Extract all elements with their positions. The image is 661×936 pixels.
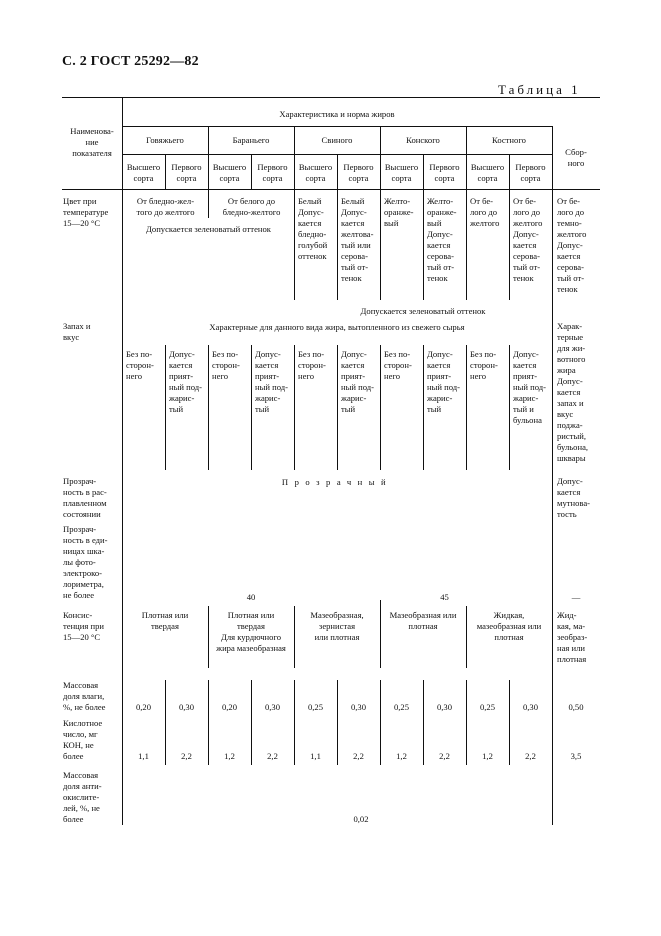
moisture-value: 0,25 [307,702,324,712]
name-column-header: Наименова- ние показателя [70,126,114,158]
smell-bone-high: Без по- сторон- него [470,349,498,381]
color-pork-high: Белый Допус- кается бледно- голубой оттенок [298,196,328,261]
moisture-value: 0,25 [479,702,496,712]
consistency-beef: Плотная или твердая [141,610,189,631]
grade-high-header: Высшего сорта [384,162,419,183]
photo-value-1: 40 [246,592,256,602]
smell-mutton-first: Допус- кается прият- ный под- жарис- тый [255,349,289,414]
smell-beef-first: Допус- кается прият- ный под- жарис- тый [169,349,203,414]
consistency-mutton: Плотная или твердая Для курдючного жира мазеобразная [216,610,286,653]
color-green-note-2: Допускается зеленоватый оттенок [360,306,486,316]
antioxidant-value: 0,02 [353,814,369,824]
group-header: Характеристика и норма жиров [279,109,395,119]
color-pork-first: Белый Допус- кается желтова- тый или серова- тый от- тенок [341,196,374,283]
color-assorted: От бе- лого до темно- желтого Допус- кается серова- тый от- тенок [557,196,587,294]
page-header: С. 2 ГОСТ 25292—82 [62,54,199,69]
row-antioxidant-name: Массовая доля анти- окислите- лей, %, не более [63,770,102,824]
grade-first-header: Первого сорта [257,162,288,183]
row-transparency-name: Прозрач- ность в рас- плавленном состоянии [63,476,107,519]
moisture-value: 0,30 [264,702,281,712]
smell-pork-first: Допус- кается прият- ный под- жарис- тый [341,349,375,414]
color-green-note-1: Допускается зеленоватый оттенок [146,224,271,234]
row-color-name: Цвет при температуре 15—20 °С [63,196,109,228]
fat-horse-header: Конского [406,135,440,145]
color-bone-high: От бе- лого до желтого [470,196,500,228]
fat-bone-header: Костного [492,135,526,145]
acid-value: 1,1 [138,751,149,761]
consistency-pork: Мазеобразная, зернистая или плотная [310,610,364,642]
moisture-value: 0,30 [350,702,367,712]
grade-first-header: Первого сорта [171,162,202,183]
acid-value: 1,2 [224,751,235,761]
grade-high-header: Высшего сорта [470,162,505,183]
color-horse-high: Желто- оранже- вый [384,196,414,228]
fat-pork-header: Свиного [321,135,353,145]
transparency-assorted: Допус- кается мутнова- тость [557,476,591,519]
smell-pork-high: Без по- сторон- него [298,349,326,381]
fat-mutton-header: Бараньего [232,135,270,145]
grade-high-header: Высшего сорта [212,162,247,183]
grade-first-header: Первого сорта [343,162,374,183]
color-mutton: От белого до бледно-желтого [222,196,281,217]
color-bone-first: От бе- лого до желтого Допус- кается серова- тый от- тенок [513,196,543,283]
transparency-value: Прозрачный [281,477,393,487]
acid-value: 2,2 [439,751,450,761]
row-acid-name: Кислотное число, мг КОН, не более [63,718,103,761]
row-moisture-name: Массовая доля влаги, %, не более [63,680,106,712]
moisture-value: 0,20 [221,702,238,712]
consistency-assorted: Жид- кая, ма- зеобраз- ная или плотная [557,610,588,664]
color-beef: От бледно-жел- того до желтого [136,196,195,217]
table-label: Таблица 1 [498,82,581,97]
moisture-value: 0,30 [522,702,539,712]
grade-high-header: Высшего сорта [126,162,161,183]
smell-horse-first: Допус- кается прият- ный под- жарис- тый [427,349,461,414]
color-horse-first: Желто- оранже- вый Допус- кается серова- тый от- тенок [427,196,457,283]
smell-assorted: Харак- терные для жи- вотного жира Допус- кается запах и вкус поджа- ристый, бульона, шквары [557,321,589,463]
acid-value: 2,2 [181,751,192,761]
consistency-horse: Мазеобразная или плотная [389,610,457,631]
acid-value: 1,2 [396,751,407,761]
moisture-value: 0,30 [178,702,195,712]
moisture-value: 0,25 [393,702,410,712]
grade-high-header: Высшего сорта [298,162,333,183]
moisture-value: 0,50 [568,702,584,712]
photo-value-2: 45 [440,592,449,602]
smell-mutton-high: Без по- сторон- него [212,349,240,381]
acid-value: 1,1 [310,751,321,761]
consistency-bone: Жидкая, мазеобразная или плотная [476,610,542,642]
grade-first-header: Первого сорта [515,162,546,183]
smell-common: Характерные для данного вида жира, вытопленного из свежего сырья [209,322,465,332]
acid-value: 3,5 [570,751,582,761]
moisture-value: 0,30 [436,702,453,712]
smell-beef-high: Без по- сторон- него [126,349,154,381]
smell-bone-first: Допус- кается прият- ный под- жарис- тый и бульона [513,349,547,425]
acid-value: 2,2 [353,751,364,761]
acid-value: 2,2 [525,751,536,761]
row-smell-name: Запах и вкус [63,321,91,342]
smell-horse-high: Без по- сторон- него [384,349,412,381]
fat-beef-header: Говяжьего [146,135,184,145]
assorted-header: Сбор- ного [565,147,587,168]
grade-first-header: Первого сорта [429,162,460,183]
row-photo-name: Прозрач- ность в еди- ницах шка- лы фото- электроко- лориметра, не более [63,524,108,600]
acid-value: 1,2 [482,751,493,761]
moisture-value: 0,20 [135,702,152,712]
acid-value: 2,2 [267,751,278,761]
photo-assorted: — [571,592,581,602]
row-consistency-name: Консис- тенция при 15—20 °С [63,610,104,642]
